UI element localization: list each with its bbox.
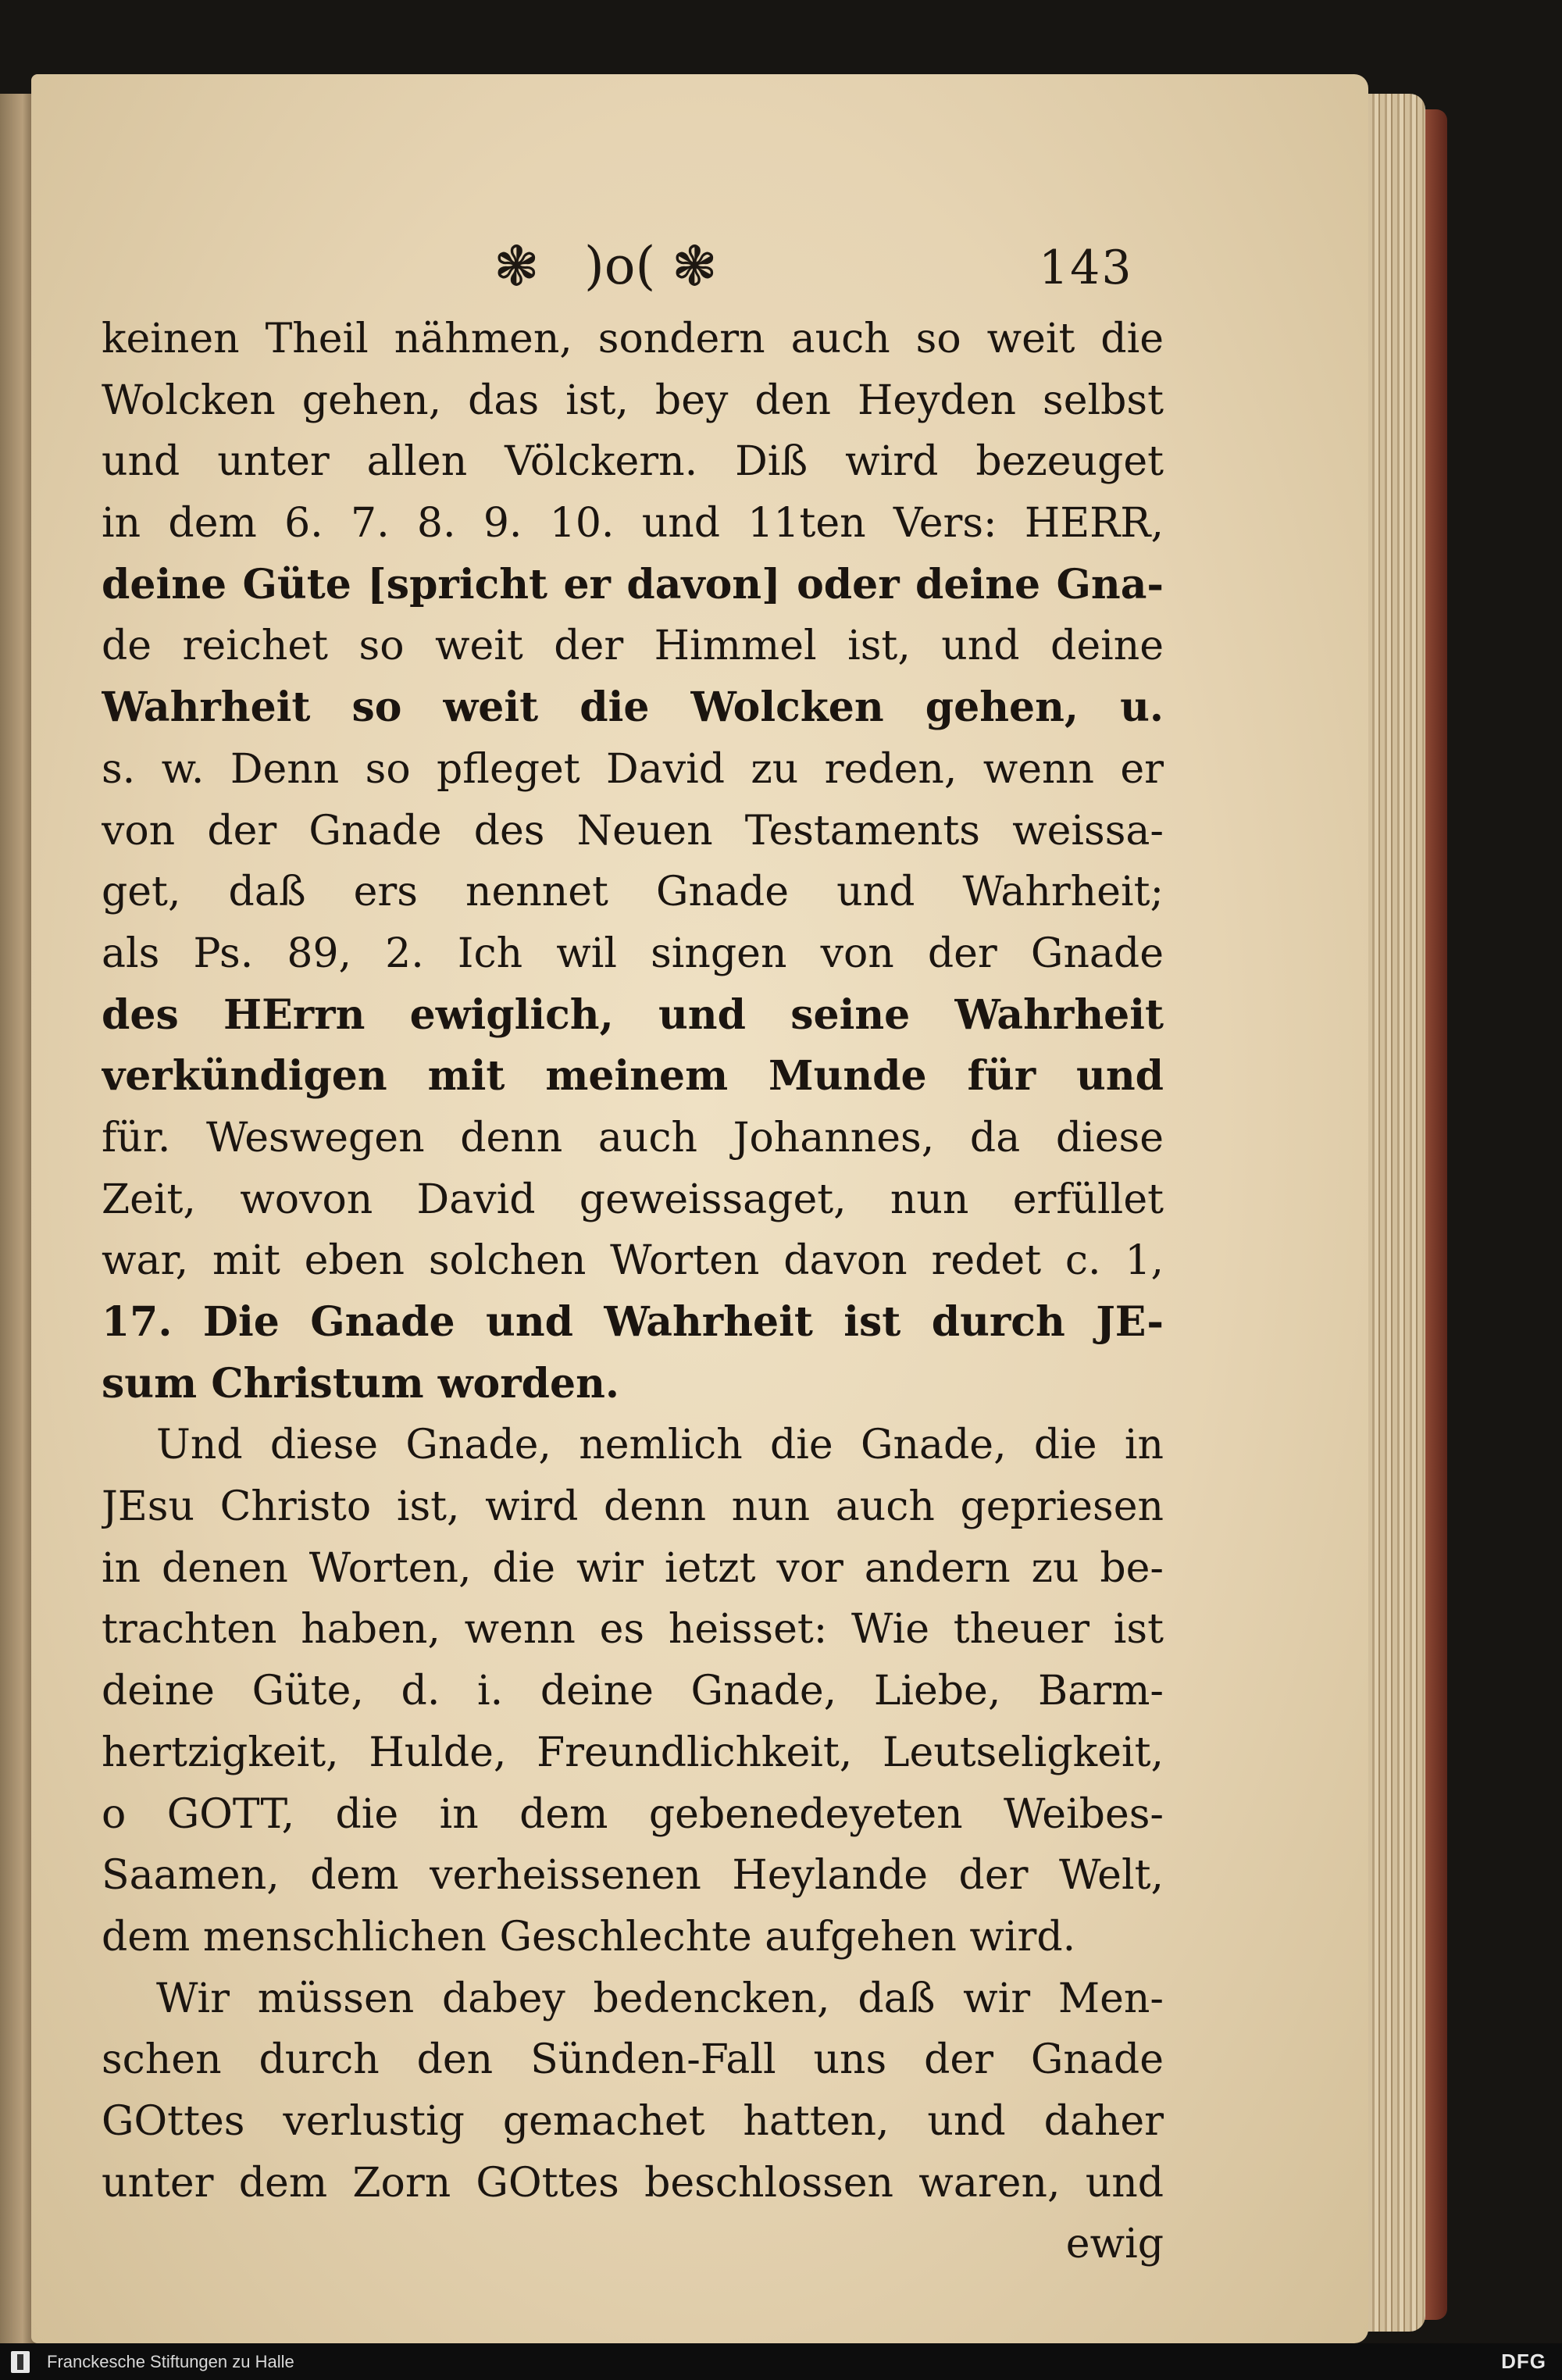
text-line: deine Güte [spricht er davon] oder deine Gna- <box>102 560 1164 608</box>
text-line: und unter allen Völckern. Diß wird bezeuget <box>102 438 1164 486</box>
viewer-footer <box>0 2343 1562 2380</box>
text-line: als Ps. 89, 2. Ich wil singen von der Gnade <box>102 930 1164 977</box>
text-line: sum Christum worden. <box>102 1359 619 1408</box>
page-number: 143 <box>1039 241 1133 295</box>
text-line: o GOTT, die in dem gebenedeyeten Weibes- <box>102 1790 1164 1838</box>
text-line: für. Weswegen denn auch Johannes, da diese <box>102 1114 1164 1161</box>
text-line: de reichet so weit der Himmel ist, und deine <box>102 623 1164 670</box>
dfg-logo: DFG <box>1501 2350 1546 2373</box>
text-line: 17. Die Gnade und Wahrheit ist durch JE- <box>102 1298 1164 1346</box>
flower-ornament-icon: ❃ <box>672 234 718 298</box>
text-line: Wir müssen dabey bedencken, daß wir Men- <box>156 1975 1164 2022</box>
text-line: JEsu Christo ist, wird denn nun auch gepriesen <box>102 1483 1164 1531</box>
text-line: keinen Theil nähmen, sondern auch so weit die <box>102 316 1164 362</box>
text-line: Und diese Gnade, nemlich die Gnade, die in <box>156 1422 1164 1469</box>
flower-ornament-icon: ❃ <box>494 234 540 298</box>
text-line: Wahrheit so weit die Wolcken gehen, u. <box>102 683 1164 732</box>
text-line: schen durch den Sünden-Fall uns der Gnade <box>102 2036 1164 2084</box>
text-line: dem menschlichen Geschlechte aufgehen wird. <box>102 1913 1076 1961</box>
page-header <box>31 230 1368 301</box>
text-line: s. w. Denn so pfleget David zu reden, wenn er <box>102 745 1164 793</box>
text-line: get, daß ers nennet Gnade und Wahrheit; <box>102 869 1164 916</box>
catchword: ewig <box>1065 2221 1164 2268</box>
body-text <box>102 309 1164 2275</box>
text-line: Wolcken gehen, das ist, bey den Heyden selbst <box>102 376 1164 424</box>
text-line: in denen Worten, die wir ietzt vor andern zu be- <box>102 1544 1164 1592</box>
text-line: unter dem Zorn GOttes beschlossen waren, und <box>102 2159 1164 2207</box>
text-line: von der Gnade des Neuen Testaments weissa- <box>102 807 1164 855</box>
text-line: Saamen, dem verheissenen Heylande der Welt, <box>102 1852 1164 1900</box>
text-line: war, mit eben solchen Worten davon redet c. 1, <box>102 1237 1164 1285</box>
text-line: Zeit, wovon David geweissaget, nun erfüllet <box>102 1176 1164 1223</box>
text-line: deine Güte, d. i. deine Gnade, Liebe, Barm- <box>102 1668 1164 1715</box>
institution-logo-icon <box>11 2351 30 2373</box>
text-line: in dem 6. 7. 8. 9. 10. und 11ten Vers: HERR, <box>102 500 1164 548</box>
text-line: des HErrn ewiglich, und seine Wahrheit <box>102 990 1164 1039</box>
text-line: trachten haben, wenn es heisset: Wie theuer ist <box>102 1606 1164 1654</box>
text-line: hertzigkeit, Hulde, Freundlichkeit, Leutseligkeit, <box>102 1729 1164 1776</box>
book-page <box>31 74 1368 2343</box>
running-head: )o( <box>584 236 656 296</box>
text-line: GOttes verlustig gemachet hatten, und daher <box>102 2097 1164 2145</box>
text-line: verkündigen mit meinem Munde für und <box>102 1052 1164 1101</box>
institution-name: Franckesche Stiftungen zu Halle <box>47 2352 294 2371</box>
